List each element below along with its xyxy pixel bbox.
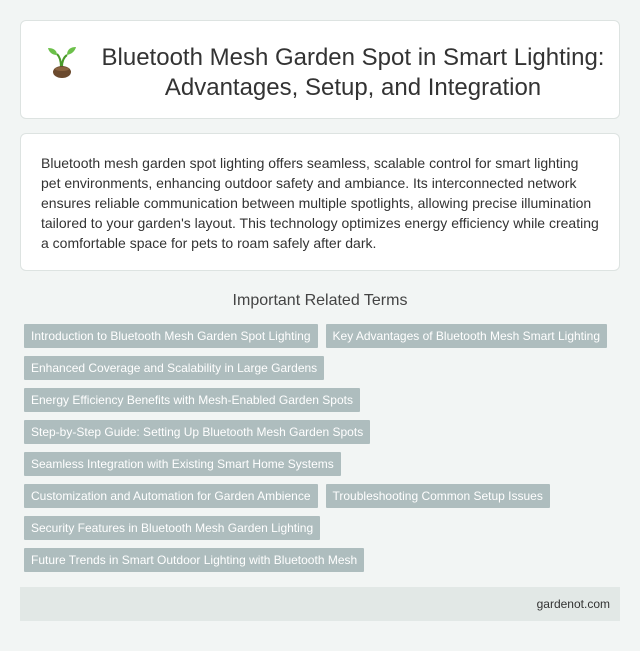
related-term-tag[interactable]: Introduction to Bluetooth Mesh Garden Spot Lighting [24, 324, 318, 348]
title-card [20, 20, 620, 119]
related-term-tag[interactable]: Seamless Integration with Existing Smart Home Systems [24, 452, 341, 476]
footer-site-link[interactable]: gardenot.com [536, 597, 610, 611]
description-text: Bluetooth mesh garden spot lighting offers seamless, scalable control for smart lighting pet environments, enhancing outdoor safety and ambiance. Its interconnected network ensures reliable communication between multiple spotlights, allowing precise illumination tailored to your garden's layout. This technology optimizes energy efficiency while creating a comfortable space for pets to roam safely after dark. [41, 155, 599, 251]
related-terms-heading: Important Related Terms [232, 292, 408, 309]
related-terms-list [24, 324, 620, 572]
related-term-tag[interactable]: Enhanced Coverage and Scalability in Large Gardens [24, 356, 324, 380]
page-title: Bluetooth Mesh Garden Spot in Smart Lighting: Advantages, Setup, and Integration [101, 44, 605, 101]
related-term-tag[interactable]: Security Features in Bluetooth Mesh Garden Lighting [24, 516, 320, 540]
description-card [20, 133, 620, 271]
related-term-tag[interactable]: Key Advantages of Bluetooth Mesh Smart Lighting [326, 324, 608, 348]
title-wrap [47, 43, 614, 103]
related-term-tag[interactable]: Troubleshooting Common Setup Issues [326, 484, 550, 508]
sprout-icon [47, 45, 77, 79]
related-term-tag[interactable]: Step-by-Step Guide: Setting Up Bluetooth Mesh Garden Spots [24, 420, 370, 444]
footer [20, 587, 620, 621]
related-term-tag[interactable]: Future Trends in Smart Outdoor Lighting with Bluetooth Mesh [24, 548, 364, 572]
related-term-tag[interactable]: Customization and Automation for Garden Ambience [24, 484, 318, 508]
related-term-tag[interactable]: Energy Efficiency Benefits with Mesh-Enabled Garden Spots [24, 388, 360, 412]
